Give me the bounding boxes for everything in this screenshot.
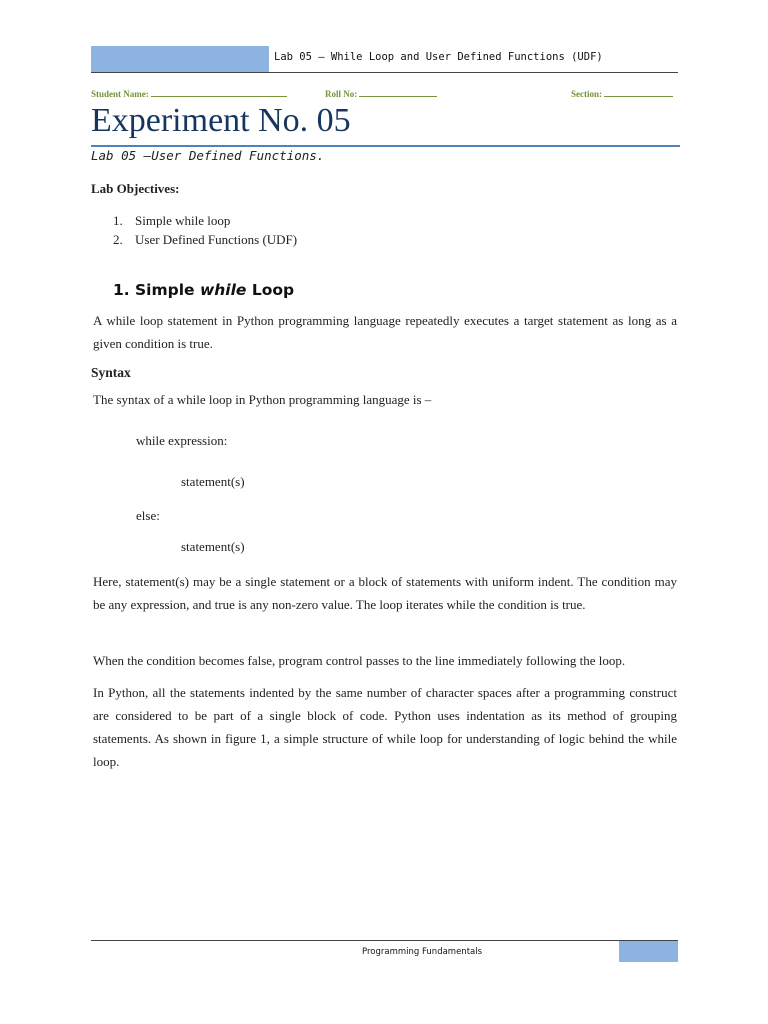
roll-no-label: Roll No: <box>325 89 358 99</box>
student-name-label: Student Name: <box>91 89 149 99</box>
objectives-list <box>113 211 297 249</box>
indentation-paragraph: In Python, all the statements indented by the same number of character spaces after a programming construct are considered to be part of a single block of code. Python uses indentation as its method of grouping statements. As shown in figure 1, a simple structure of while loop for understanding of logic behind the while loop. <box>93 685 677 769</box>
syntax-heading: Syntax <box>91 365 131 380</box>
header-title: Lab 05 – While Loop and User Defined Functions (UDF) <box>274 51 603 63</box>
list-item-text: User Defined Functions (UDF) <box>135 232 298 247</box>
objectives-heading: Lab Objectives: <box>91 181 180 196</box>
footer-accent-box <box>619 941 678 962</box>
section-heading <box>113 281 294 299</box>
list-item-number: 1. <box>113 213 123 228</box>
student-name-blank <box>151 88 287 97</box>
section-heading-em: while <box>199 281 247 299</box>
experiment-subtitle: Lab 05 –User Defined Functions. <box>91 148 325 163</box>
section-heading-post: Loop <box>246 281 295 299</box>
list-item <box>113 211 297 230</box>
section-label: Section: <box>571 89 602 99</box>
student-name-field <box>91 88 287 99</box>
list-item-number: 2. <box>113 232 123 247</box>
section-field <box>571 88 673 99</box>
code-line: statement(s) <box>181 474 245 489</box>
title-rule <box>91 145 680 147</box>
header-accent-box <box>91 46 269 72</box>
roll-no-blank <box>359 88 437 97</box>
statements-paragraph: Here, statement(s) may be a single statement or a block of statements with uniform indent. The condition may be any expression, and true is any non-zero value. The loop iterates while the condition is true. <box>93 574 677 612</box>
section-number: 1. <box>113 281 130 299</box>
intro-paragraph: A while loop statement in Python programming language repeatedly executes a target statement as long as a given condition is true. <box>93 313 677 351</box>
syntax-intro: The syntax of a while loop in Python programming language is – <box>93 392 432 407</box>
list-item <box>113 230 297 249</box>
roll-no-field <box>325 88 437 99</box>
section-blank <box>604 88 673 97</box>
experiment-title: Experiment No. 05 <box>91 102 351 139</box>
code-line: else: <box>136 508 160 523</box>
list-item-text: Simple while loop <box>135 213 231 228</box>
footer-text: Programming Fundamentals <box>362 947 483 957</box>
section-heading-pre: Simple <box>135 281 200 299</box>
code-line: statement(s) <box>181 539 245 554</box>
header-rule <box>91 72 678 73</box>
false-condition-paragraph: When the condition becomes false, program control passes to the line immediately following the loop. <box>93 653 626 668</box>
code-line: while expression: <box>136 433 228 448</box>
footer-rule <box>91 940 678 941</box>
